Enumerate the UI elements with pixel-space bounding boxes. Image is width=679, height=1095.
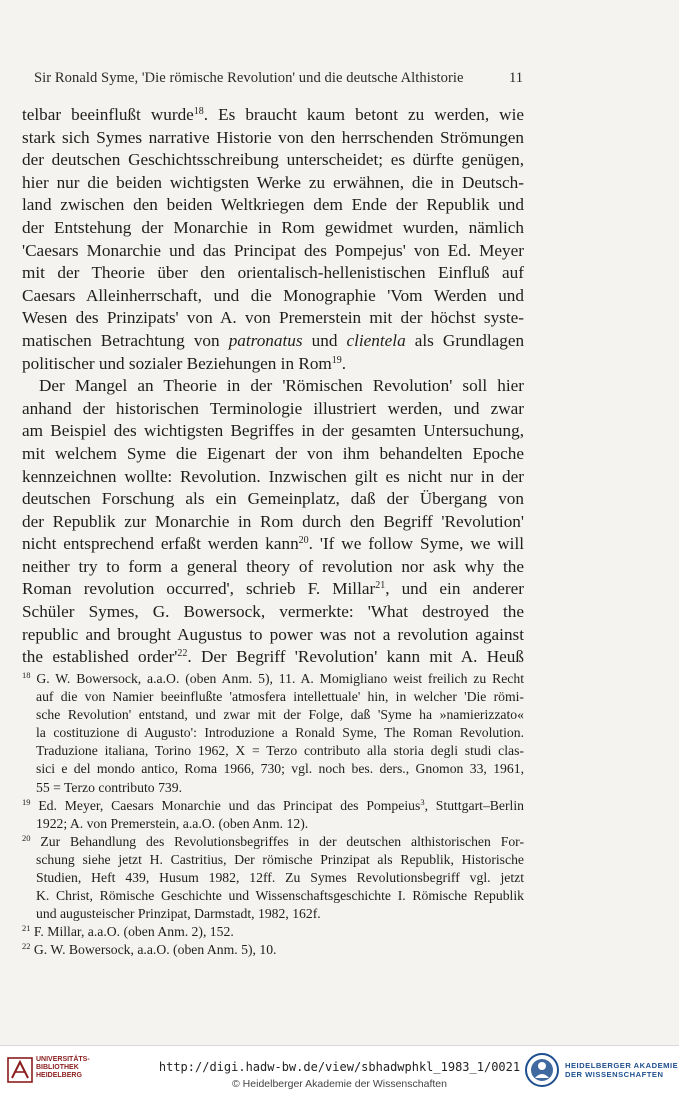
body-line: anhand der historischen Terminologie illustriert werden, und zwar [22,398,524,418]
footnote-line: auf die von Namier beeinflußte 'atmosfera intellettuale' hin, in welcher 'Die römi- [36,689,524,705]
footnote-line: 55 = Terzo contributo 739. [36,779,183,795]
footnote-line: und augusteischer Prinzipat, Darmstadt, 1982, 162f. [36,906,321,922]
body-line: der Republik zur Monarchie in Rom durch den Begriff 'Revolution' [22,511,524,531]
body-line: deutschen Forschung als ein Gemeinplatz, daß der Übergang von [22,489,524,509]
body-line: kennzeichnen wollte: Revolution. Inzwischen gilt es nicht nur in der [22,466,524,486]
body-line: the established $order'^{22}$. Der Begriff 'Revolution' kann mit A. Heuß [22,647,524,667]
body-line: matischen Betrachtung von patronatus und clientela als Grundlagen [22,330,525,350]
body-line: am Beispiel des wichtigsten Begriffes in der gesamten Untersuchung, [22,421,524,441]
footnote-line: $^{22}$ G. W. Bowersock, a.a.O. (oben Anm. 5), 10. [22,941,277,958]
body-line: hier nur die beiden wichtigsten Werke zu erwähnen, die in Deutsch- [22,172,524,192]
footnote-number: 22 [22,941,31,952]
body-line: stark sich Symes narrative Historie von den herrschenden Strömungen [22,127,524,147]
body-line: mit welchem Syme die Eigenart der von ihm behandelten Epoche [22,443,524,463]
body-line: der Entstehung der Monarchie in Rom gewidmet wurden, nämlich [22,217,524,237]
footnote-18 [22,670,524,797]
body-line: 'Caesars Monarchie und das Principat des Pompejus' von Ed. Meyer [22,240,524,260]
footnote-22 [22,941,524,959]
footnote-line: sici e del mondo antico, Roma 1966, 730; vgl. noch bes. ders., Gnomon 33, 1961, [36,761,524,777]
body-line: mit der Theorie über den orientalisch-hellenistischen Einfluß auf [22,263,524,283]
footnote-line: K. Christ, Römische Geschichte und Wissenschaftsgeschichte I. Römische Republik [36,888,524,904]
academy-seal-icon[interactable] [524,1052,560,1088]
footnote-number: 21 [22,923,31,934]
body-line: nicht entsprechend erfaßt werden kann$^{20}$. 'If we follow Syme, we will [22,534,524,554]
footnote-line: $^{21}$ F. Millar, a.a.O. (oben Anm. 2), 152. [22,923,234,940]
footnote-ref[interactable]: 18 [193,106,204,117]
document-url-link[interactable]: http://digi.hadw-bw.de/view/sbhadwphkl_1983_1/0021 [158,1060,521,1074]
body-line: land zwischen den beiden Weltkriegen dem Ende der Republik und [22,195,524,215]
footnote-line: la costituzione di Augusto': Introduzione a Ronald Syme, The Roman Revolution. [36,725,524,741]
footnote-number: 18 [22,670,31,680]
body-line: Roman revolution occurred', schrieb F. Millar$^{21}$, und ein anderer [22,579,524,599]
footnote-line: sche Revolution' entstand, und zwar mit der Folge, daß 'Syme ha »namierizzato« [36,707,524,723]
page-number: 11 [509,70,524,86]
running-head: Sir Ronald Syme, 'Die römische Revolution' und die deutsche Althistorie [34,70,464,86]
copyright-notice: © Heidelberger Akademie der Wissenschaften [232,1078,447,1090]
university-library-label: UNIVERSITÄTS- BIBLIOTHEK HEIDELBERG [36,1056,90,1079]
footnote-number: 19 [22,796,31,807]
footnote-19 [22,797,524,833]
body-line: politischer und sozialer Beziehungen in Rom$^{19}$. [22,353,347,373]
body-line: Schüler Symes, G. Bowersock, vermerkte: 'What destroyed the [22,602,524,622]
footnote-line: $^{20}$ Zur Behandlung des Revolutionsbegriffes in der deutschen althistorischen For- [22,832,525,849]
italic-term: patronatus [228,330,303,350]
body-line: Der Mangel an Theorie in der 'Römischen Revolution' soll hier [39,376,524,396]
body-line: neither try to form a general theory of revolution nor ask why the [22,556,524,576]
footnotes [22,670,524,960]
footnote-line: 1922; A. von Premerstein, a.a.O. (oben Anm. 12). [36,815,309,831]
footnote-ref[interactable]: 22 [177,648,188,660]
footnote-line: $^{19}$ Ed. Meyer, Caesars Monarchie und das Principat des Pompeius$^3$, Stuttgart–Berlin [22,796,524,813]
academy-label: HEIDELBERGER AKADEMIE DER WISSENSCHAFTEN [565,1061,679,1079]
footnote-ref[interactable]: 21 [375,580,386,592]
italic-term: clientela [346,330,406,350]
footnote-ref[interactable]: 19 [331,354,342,366]
body-line: der deutschen Geschichtsschreibung unterscheidet; es dürfte genügen, [22,150,524,170]
body-text [22,104,524,669]
footnote-number: 20 [22,832,31,843]
footnote-21 [22,923,524,941]
footnote-line: $^{18}$ G. W. Bowersock, a.a.O. (oben Anm. 5), 11. A. Momigliano weist freilich zu Recht [22,670,525,686]
viewer-footer [0,1045,679,1095]
footnote-line: Traduzione italiana, Torino 1962, X = Terzo contributo alla storia degli studi clas- [36,743,524,759]
footnote-ref[interactable]: 20 [298,535,309,547]
body-line: telbar beeinflußt wurde$^{18}$. Es braucht kaum betont zu werden, wie [22,105,524,124]
body-line: Wesen des Prinzipats' von A. von Premerstein mit der höchst syste- [22,308,524,328]
body-line: Caesars Alleinherrschaft, und die Monographie 'Vom Werden und [22,285,524,305]
footnote-line: Studien, Heft 439, Husum 1982, 12ff. Zu Symes Revolutionsbegriff vgl. jetzt [36,870,524,886]
footnote-line: schung siehe jetzt H. Castritius, Der römische Prinzipat als Republik, Historische [36,851,524,867]
body-line: republic and brought Augustus to power was not a revolution against [22,624,524,644]
footnote-20 [22,833,524,923]
